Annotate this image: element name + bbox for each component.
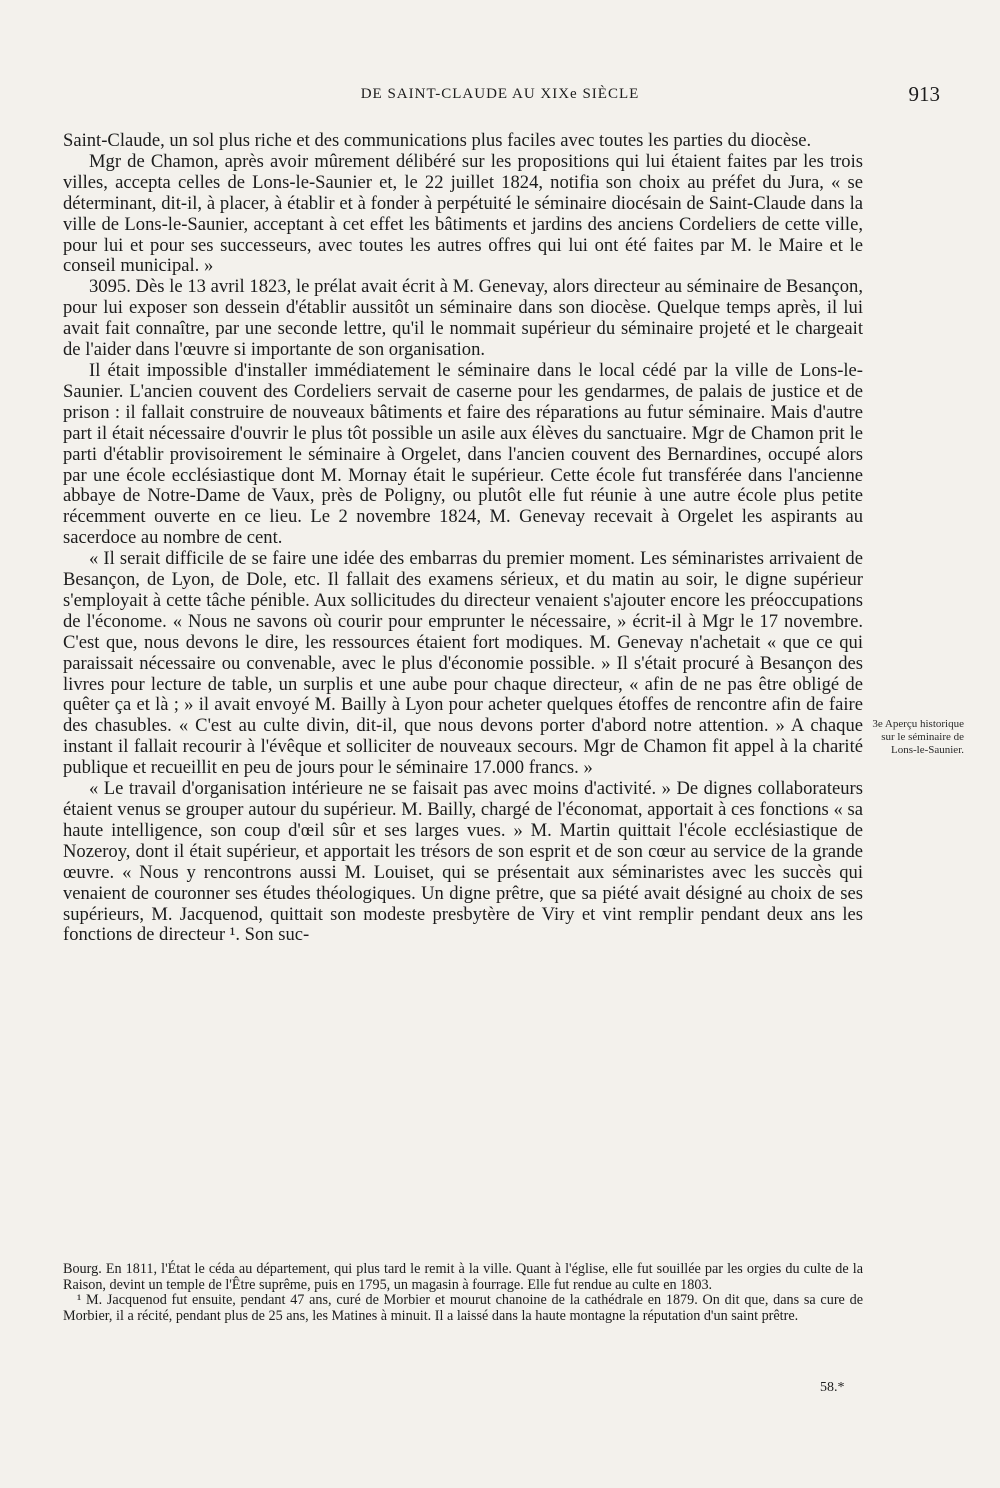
paragraph: Saint-Claude, un sol plus riche et des communications plus faciles avec toutes les parties du diocèse. — [63, 130, 812, 151]
paragraph: 3095. Dès le 13 avril 1823, le prélat avait écrit à M. Genevay, alors directeur au séminaire de Besançon, pour lui exposer son dessein d'établir aussitôt un séminaire dans son diocèse. Quelque temps après, il lui avait fait connaître, par une seconde lettre, qu'il le nommait supérieur du séminaire projeté et le chargeait de l'aider dans l'œuvre si importante de son organisation. — [63, 276, 863, 361]
page-number: 913 — [908, 82, 940, 106]
margin-note: 3e Aperçu historique sur le séminaire de Lons-le-Saunier. — [872, 718, 964, 756]
signature-mark: 58.* — [820, 1380, 845, 1395]
paragraph: « Le travail d'organisation intérieure ne se faisait pas avec moins d'activité. » De dignes collaborateurs étaient venus se grouper autour du supérieur. M. Bailly, chargé de l'économat, apportait à ces fonctions « sa haute intelligence, son coup d'œil sûr et ses larges vues. » M. Martin quittait l'école ecclésiastique de Nozeroy, dont il était supérieur, et apportait les trésors de son esprit et de son cœur au service de la grande œuvre. « Nous y rencontrons aussi M. Louiset, qui se présentait aux séminaristes avec les succès qui venaient de couronner ses études théologiques. Un digne prêtre, que sa piété avait désigné au choix de ses supérieurs, M. Jacquenod, quittait son modeste presbytère de Viry et vint remplir pendant deux ans les fonctions de directeur ¹. Son suc- — [63, 778, 863, 946]
paragraph: Il était impossible d'installer immédiatement le séminaire dans le local cédé par la ville de Lons-le-Saunier. L'ancien couvent des Cordeliers servait de caserne pour les gendarmes, de palais de justice et de prison : il fallait construire de nouveaux bâtiments et faire des réparations au futur séminaire. Mais d'autre part il était nécessaire d'ouvrir le plus tôt possible un asile aux élèves du sanctuaire. Mgr de Chamon prit le parti d'établir provisoirement le séminaire à Orgelet, dans l'ancien couvent des Bernardines, occupé alors par une école ecclésiastique dont M. Mornay était le supérieur. Cette école fut transférée dans l'ancienne abbaye de Notre-Dame de Vaux, près de Poligny, ou plutôt elle fut réunie à une autre école plus petite récemment ouverte en ce lieu. Le 2 novembre 1824, M. Genevay recevait à Orgelet les aspirants au sacerdoce au nombre de cent. — [63, 359, 863, 549]
paragraph: Mgr de Chamon, après avoir mûrement délibéré sur les propositions qui lui étaient faites par les trois villes, accepta celles de Lons-le-Saunier et, le 22 juillet 1824, notifia son choix au préfet du Jura, « se déterminant, dit-il, à placer, à établir et à fonder à perpétuité le séminaire diocésain de Saint-Claude dans la ville de Lons-le-Saunier, acceptant à cet effet les bâtiments et jardins des anciens Cordeliers de cette ville, pour lui et pour ses successeurs, avec toutes les autres offres qui lui ont été faites par M. le Maire et le conseil municipal. » — [63, 150, 863, 277]
footnote: ¹ M. Jacquenod fut ensuite, pendant 47 ans, curé de Morbier et mourut chanoine de la cathédrale en 1879. On dit que, dans sa cure de Morbier, il a récité, pendant plus de 25 ans, les Matines à minuit. Il a laissé dans la haute montagne la réputation d'un saint prêtre. — [63, 1292, 863, 1324]
footnote-continuation: Bourg. En 1811, l'État le céda au département, qui plus tard le remit à la ville. Quant à l'église, elle fut souillée par les orgies du culte de la Raison, devint un temple de l'Être suprême, puis en 1795, un magasin à fourrage. Elle fut rendue au culte en 1803. — [63, 1261, 863, 1293]
paragraph: « Il serait difficile de se faire une idée des embarras du premier moment. Les séminaristes arrivaient de Besançon, de Lyon, de Dole, etc. Il fallait des examens sérieux, et du matin au soir, le digne supérieur s'employait à cette tâche pénible. Aux sollicitudes du directeur venaient s'ajouter encore les préoccupations de l'économe. « Nous ne savons où courir pour emprunter le nécessaire, » écrit-il à Mgr le 17 novembre. C'est que, nous devons le dire, les ressources étaient fort modiques. M. Genevay n'achetait « que ce qui paraissait nécessaire ou convenable, avec le plus d'économie possible. » Il s'était procuré à Besançon des livres pour lecture de table, un surplis et une aube pour chaque directeur, « afin de ne pas être obligé de quêter ça et là ; » il avait envoyé M. Bailly à Lyon pour acheter quelques étoffes de rencontre afin de faire des chasubles. « C'est au culte divin, dit-il, que nous devons porter d'abord notre attention. » A chaque instant il fallait recourir à l'évêque et solliciter de nouveaux secours. Mgr de Chamon fit appel à la charité publique et recueillit en peu de jours pour le séminaire 17.000 francs. » — [63, 548, 863, 779]
page-header — [60, 82, 940, 112]
main-text — [63, 131, 863, 946]
running-title: DE SAINT-CLAUDE AU XIXe SIÈCLE — [360, 86, 640, 102]
footnotes — [63, 1262, 863, 1324]
